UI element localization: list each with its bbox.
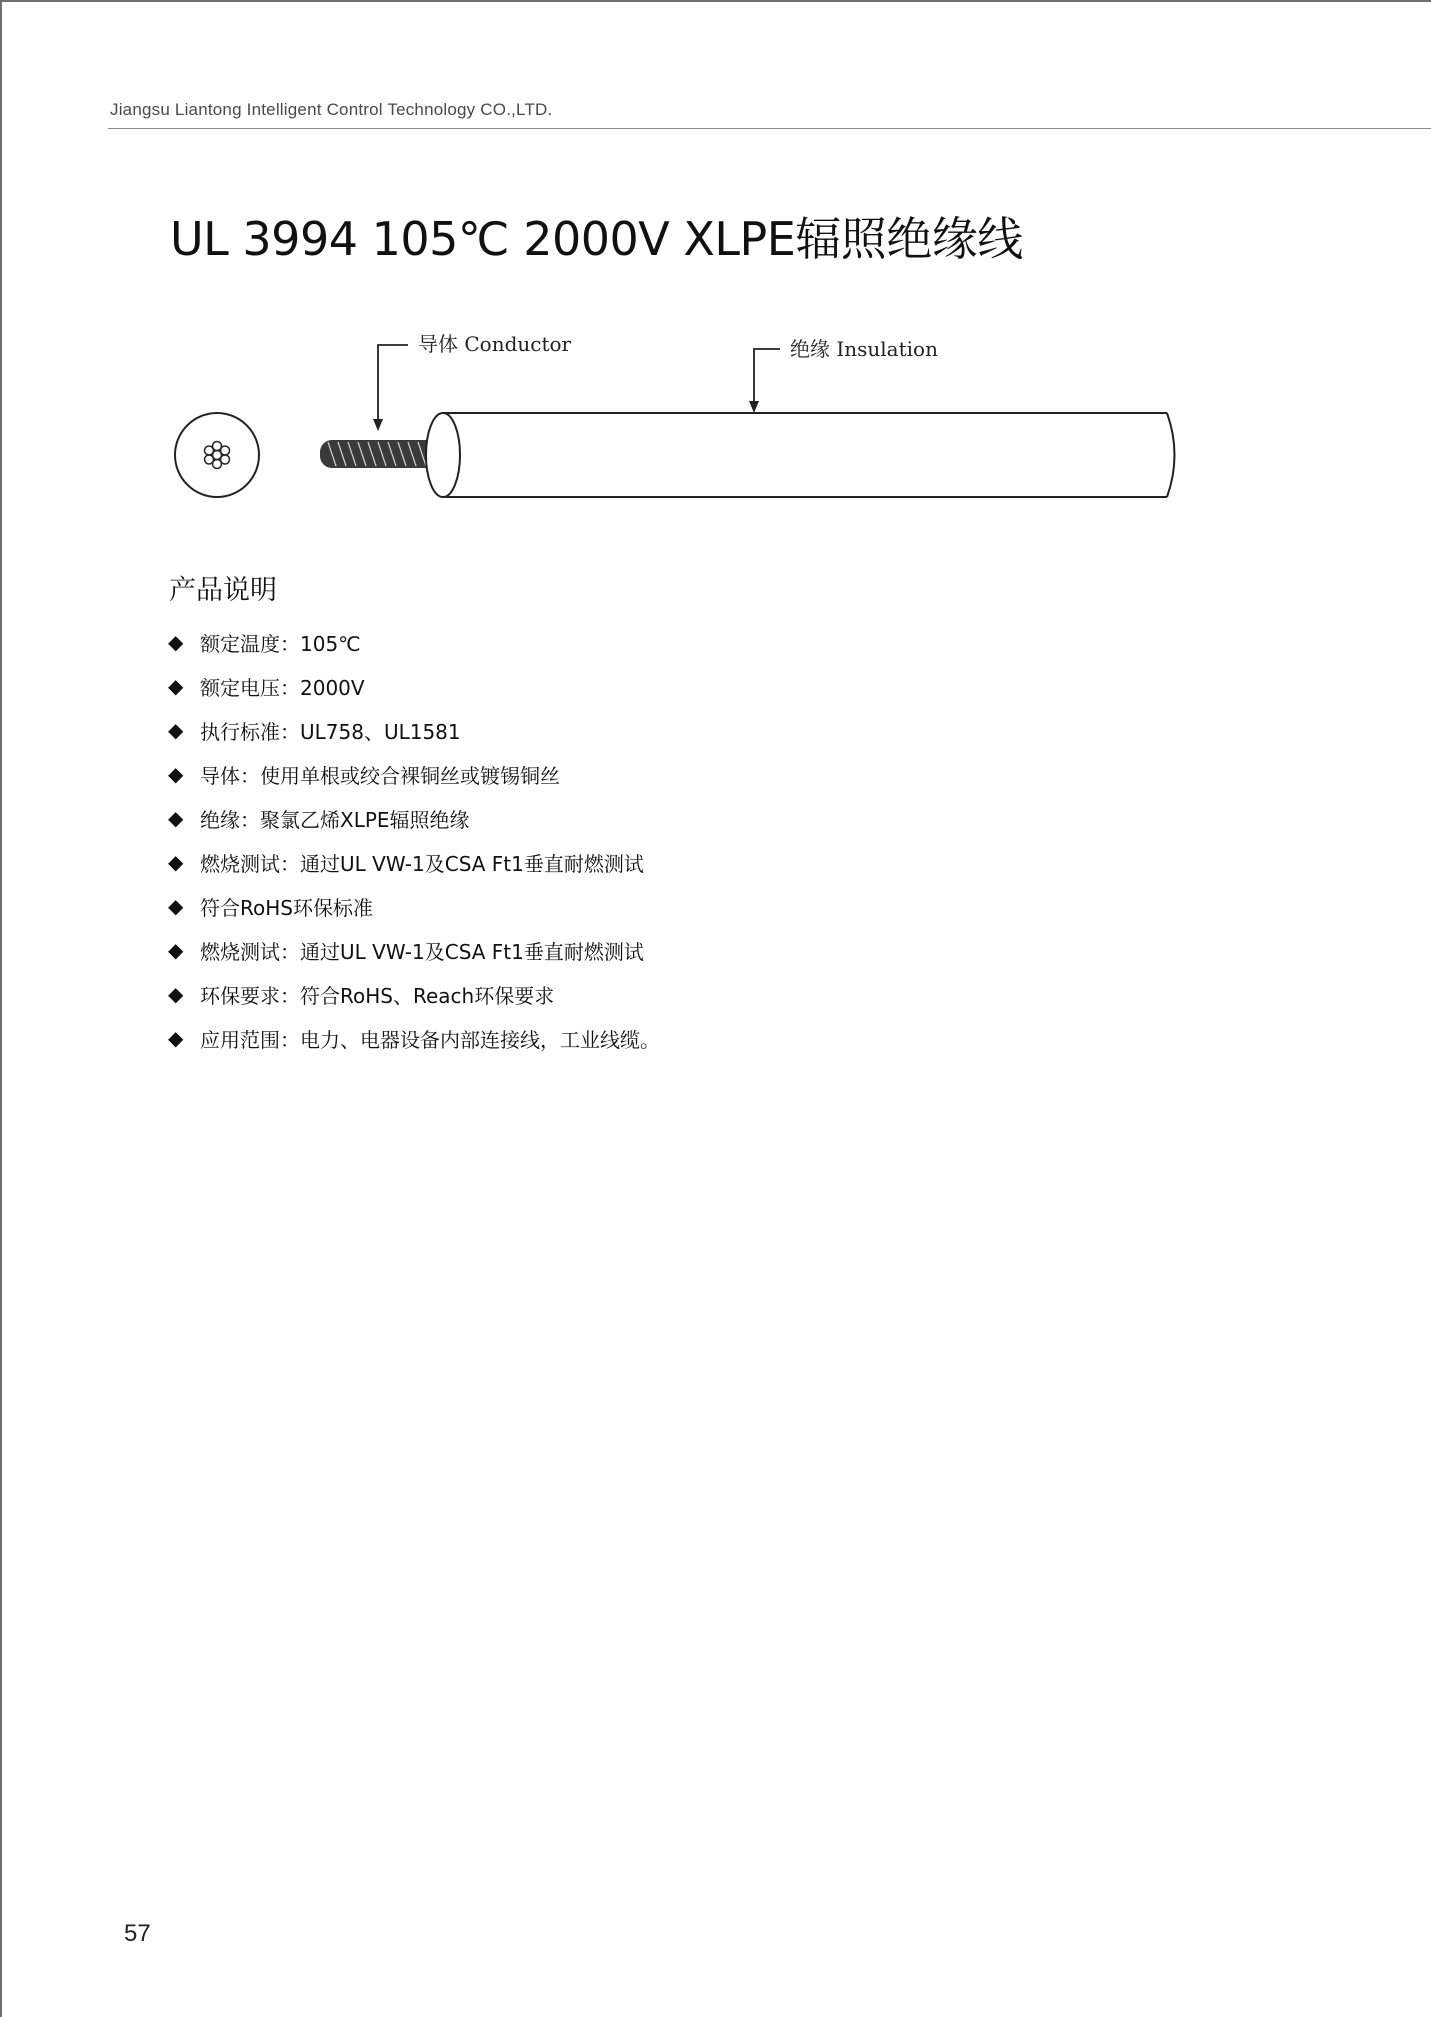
- feature-text: 燃烧测试：通过UL VW-1及CSA Ft1垂直耐燃测试: [200, 851, 644, 876]
- insulation-body-icon: [426, 413, 1175, 497]
- insulation-pointer-icon: [749, 349, 780, 413]
- feature-text: 符合RoHS环保标准: [200, 895, 373, 920]
- conductor-pointer-icon: [373, 345, 408, 431]
- list-item: [168, 752, 660, 796]
- header-divider: [108, 128, 1431, 129]
- list-item: [168, 884, 660, 928]
- header-company-name: Jiangsu Liantong Intelligent Control Technology CO.,LTD.: [110, 100, 553, 119]
- insulation-label: 绝缘 Insulation: [790, 337, 938, 361]
- list-item: [168, 664, 660, 708]
- feature-text: 环保要求：符合RoHS、Reach环保要求: [200, 983, 555, 1008]
- list-item: [168, 708, 660, 752]
- feature-text: 执行标准：UL758、UL1581: [200, 719, 461, 744]
- cable-diagram: [160, 315, 1220, 515]
- diamond-bullet-icon: ◆: [168, 938, 184, 962]
- feature-text: 绝缘：聚氯乙烯XLPE辐照绝缘: [200, 807, 470, 832]
- diamond-bullet-icon: ◆: [168, 982, 184, 1006]
- feature-text: 额定温度：105℃: [200, 631, 361, 656]
- list-item: [168, 972, 660, 1016]
- feature-text: 应用范围：电力、电器设备内部连接线，工业线缆。: [200, 1027, 660, 1052]
- diamond-bullet-icon: ◆: [168, 674, 184, 698]
- page-title: UL 3994 105℃ 2000V XLPE辐照绝缘线: [170, 212, 1023, 266]
- diamond-bullet-icon: ◆: [168, 894, 184, 918]
- list-item: [168, 1016, 660, 1060]
- feature-text: 额定电压：2000V: [200, 675, 365, 700]
- diamond-bullet-icon: ◆: [168, 850, 184, 874]
- diamond-bullet-icon: ◆: [168, 718, 184, 742]
- feature-list: [168, 620, 660, 1060]
- conductor-label: 导体 Conductor: [418, 332, 572, 356]
- feature-text: 燃烧测试：通过UL VW-1及CSA Ft1垂直耐燃测试: [200, 939, 644, 964]
- list-item: [168, 928, 660, 972]
- diamond-bullet-icon: ◆: [168, 1026, 184, 1050]
- diamond-bullet-icon: ◆: [168, 806, 184, 830]
- page-number: 57: [124, 1920, 151, 1947]
- cross-section-icon: [175, 413, 259, 497]
- list-item: [168, 620, 660, 664]
- section-heading: 产品说明: [169, 575, 277, 606]
- list-item: [168, 796, 660, 840]
- diamond-bullet-icon: ◆: [168, 762, 184, 786]
- list-item: [168, 840, 660, 884]
- diamond-bullet-icon: ◆: [168, 630, 184, 654]
- feature-text: 导体：使用单根或绞合裸铜丝或镀锡铜丝: [200, 763, 560, 788]
